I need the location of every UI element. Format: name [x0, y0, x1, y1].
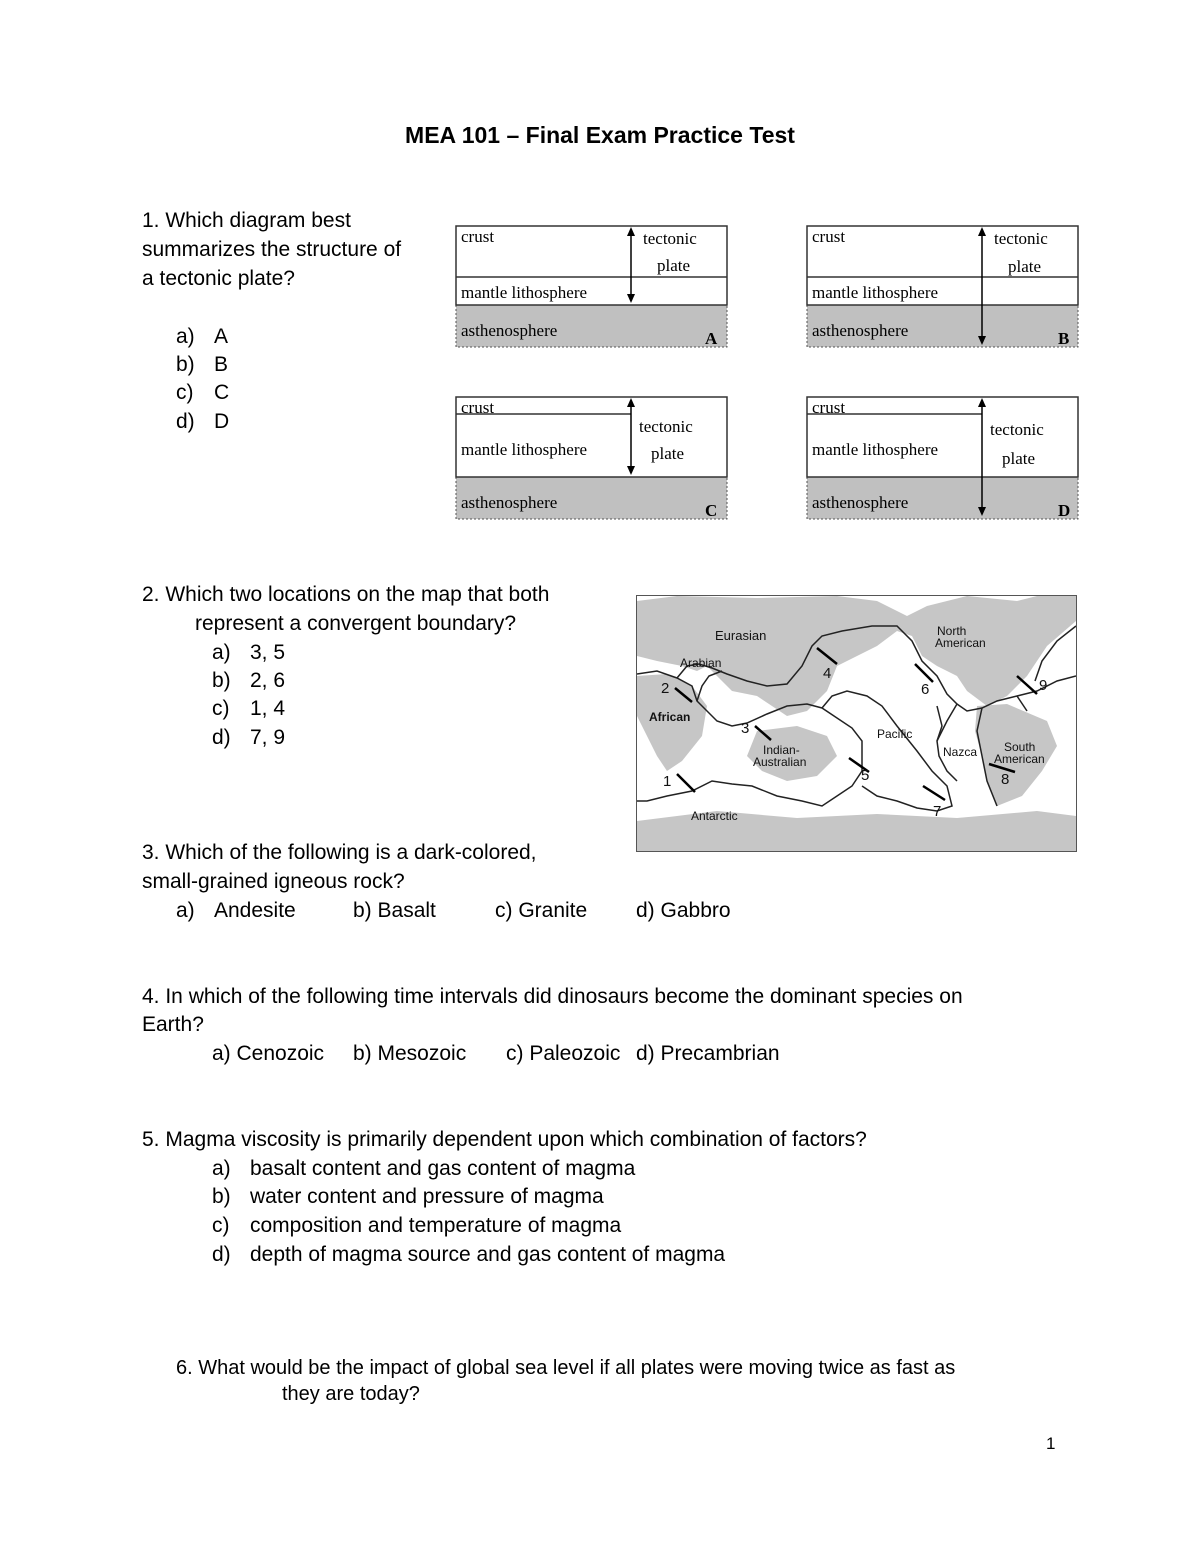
- diagram-a-tectonic: tectonic: [643, 229, 697, 248]
- q4-option-b: b) Mesozoic: [353, 1042, 467, 1065]
- q4-line-1: 4. In which of the following time intervals did dinosaurs become the dominant species on: [142, 985, 963, 1008]
- diagram-d-astheno: asthenosphere: [812, 493, 909, 512]
- label-north-american-1: North: [937, 624, 967, 638]
- diagram-a-label: A: [705, 329, 718, 348]
- q4-option-a: a) Cenozoic: [212, 1042, 325, 1065]
- diagram-a-crust: crust: [461, 227, 495, 246]
- diagram-c-astheno: asthenosphere: [461, 493, 558, 512]
- q3-option-b: b) Basalt: [353, 899, 436, 922]
- diagram-d-plate: plate: [1002, 449, 1036, 468]
- q5-line: 5. Magma viscosity is primarily dependent upon which combination of factors?: [142, 1128, 867, 1151]
- diagram-a-mantle: mantle lithosphere: [461, 283, 588, 302]
- q2-option-b: b) 2, 6: [212, 669, 286, 692]
- marker-9: 9: [1039, 677, 1048, 694]
- diagram-c-tectonic: tectonic: [639, 417, 693, 436]
- label-south-american-1: South: [1004, 740, 1036, 754]
- diagram-c-plate: plate: [651, 444, 685, 463]
- label-eurasian: Eurasian: [715, 628, 767, 643]
- q1-line-3: a tectonic plate?: [142, 267, 295, 290]
- diagram-b-crust: crust: [812, 227, 846, 246]
- label-south-american-2: American: [994, 752, 1045, 766]
- q5-option-b: b) water content and pressure of magma: [212, 1185, 604, 1208]
- q6-line-2: they are today?: [282, 1383, 420, 1405]
- q1-line-1: 1. Which diagram best: [142, 209, 351, 232]
- page-number: 1: [1046, 1434, 1056, 1453]
- diagram-d: [806, 396, 1080, 527]
- plate-boundary-map: [636, 595, 1077, 852]
- q1-option-d: d) D: [176, 410, 230, 433]
- q4-option-d: d) Precambrian: [636, 1042, 780, 1065]
- marker-1: 1: [663, 773, 672, 790]
- diagram-b: [806, 225, 1080, 356]
- q5-option-a: a) basalt content and gas content of magma: [212, 1157, 636, 1180]
- q3-option-d: d) Gabbro: [636, 899, 731, 922]
- q3-line-2: small-grained igneous rock?: [142, 870, 405, 893]
- label-indian-2: Australian: [753, 755, 807, 769]
- marker-6: 6: [921, 681, 930, 698]
- q1-line-2: summarizes the structure of: [142, 238, 402, 261]
- q1-option-c: c) C: [176, 381, 230, 404]
- diagram-d-mantle: mantle lithosphere: [812, 440, 939, 459]
- q3-line-1: 3. Which of the following is a dark-colored,: [142, 841, 537, 864]
- diagram-d-tectonic: tectonic: [990, 420, 1044, 439]
- q2-option-c: c) 1, 4: [212, 697, 286, 720]
- diagram-c-crust: crust: [461, 398, 495, 417]
- q2-option-d: d) 7, 9: [212, 726, 286, 749]
- diagram-c-label: C: [705, 501, 718, 520]
- diagram-b-label: B: [1058, 329, 1070, 348]
- diagram-b-mantle: mantle lithosphere: [812, 283, 939, 302]
- diagram-b-tectonic: tectonic: [994, 229, 1048, 248]
- q5-option-c: c) composition and temperature of magma: [212, 1214, 622, 1237]
- q1-option-a: a) A: [176, 325, 229, 348]
- diagram-c-mantle: mantle lithosphere: [461, 440, 588, 459]
- q4-option-c: c) Paleozoic: [506, 1042, 621, 1065]
- q3-option-a: a) Andesite: [176, 899, 296, 922]
- diagram-d-crust: crust: [812, 398, 846, 417]
- marker-3: 3: [741, 720, 750, 737]
- q3-option-c: c) Granite: [495, 899, 588, 922]
- marker-8: 8: [1001, 771, 1010, 788]
- q6-line-1: 6. What would be the impact of global sea level if all plates were moving twice as fast as: [176, 1357, 956, 1379]
- diagram-d-label: D: [1058, 501, 1071, 520]
- marker-4: 4: [823, 665, 832, 682]
- diagram-a-plate: plate: [657, 256, 691, 275]
- q5-option-d: d) depth of magma source and gas content of magma: [212, 1243, 726, 1266]
- label-north-american-2: American: [935, 636, 986, 650]
- q4-line-2: Earth?: [142, 1013, 204, 1036]
- label-nazca: Nazca: [943, 745, 978, 759]
- marker-7: 7: [933, 803, 942, 820]
- diagram-b-astheno: asthenosphere: [812, 321, 909, 340]
- diagram-b-plate: plate: [1008, 257, 1042, 276]
- label-arabian: Arabian: [680, 656, 722, 670]
- q2-line-1: 2. Which two locations on the map that both: [142, 583, 550, 606]
- marker-5: 5: [861, 767, 870, 784]
- diagram-c: [455, 396, 729, 527]
- diagram-a-astheno: asthenosphere: [461, 321, 558, 340]
- label-pacific: Pacific: [877, 727, 913, 741]
- q2-line-2: represent a convergent boundary?: [195, 612, 517, 635]
- label-antarctic: Antarctic: [691, 809, 738, 823]
- diagram-a: [455, 225, 729, 356]
- q2-option-a: a) 3, 5: [212, 641, 286, 664]
- page-title: MEA 101 – Final Exam Practice Test: [405, 122, 795, 148]
- label-african: African: [649, 710, 691, 724]
- label-indian-1: Indian-: [763, 743, 800, 757]
- marker-2: 2: [661, 680, 670, 697]
- q1-option-b: b) B: [176, 353, 229, 376]
